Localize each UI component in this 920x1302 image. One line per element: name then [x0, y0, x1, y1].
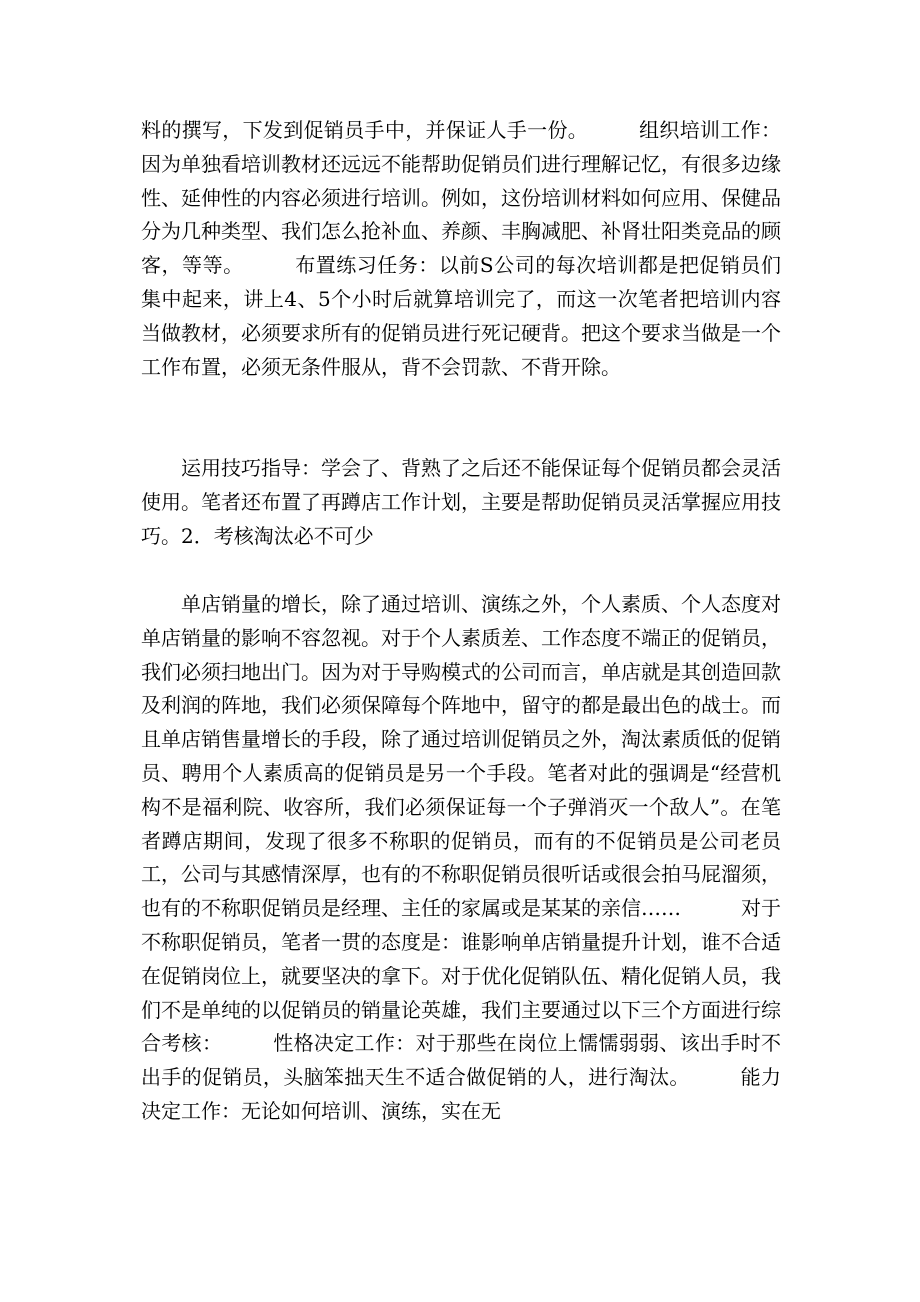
paragraph-assessment-elimination: 单店销量的增长，除了通过培训、演练之外，个人素质、个人态度对单店销量的影响不容忽视。对于个人素质差、工作态度不端正的促销员，我们必须扫地出门。因为对于导购模式的公司而言，单店就是其创造回款及利润的阵地，我们必须保障每个阵地中，留守的都是最出色的战士。而且单店销售量增长的手段，除了通过培训促销员之外，淘汰素质低的促销员、聘用个人素质高的促销员是另一个手段。笔者对此的强调是“经营机构不是福利院、收容所，我们必须保证每一个子弹消灭一个敌人”。在笔者蹲店期间，发现了很多不称职的促销员，而有的不促销员是公司老员工，公司与其感情深厚，也有的不称职促销员很听话或很会拍马屁溜须，也有的不称职促销员是经理、主任的家属或是某某的亲信…… 对于不称职促销员，笔者一贯的态度是：谁影响单店销量提升计划，谁不合适在促销岗位上，就要坚决的拿下。对于优化促销队伍、精化促销人员，我们不是单纯的以促销员的销量论英雄，我们主要通过以下三个方面进行综合考核： 性格决定工作：对于那些在岗位上懦懦弱弱、该出手时不出手的促销员，头脑笨拙天生不适合做促销的人，进行淘汰。 能力决定工作：无论如何培训、演练，实在无 — [141, 592, 781, 1123]
paragraph-skill-guidance: 运用技巧指导：学会了、背熟了之后还不能保证每个促销员都会灵活使用。笔者还布置了再蹲店工作计划，主要是帮助促销员灵活掌握应用技巧。2．考核淘汰必不可少 — [141, 456, 781, 548]
paragraph-training-materials: 料的撰写，下发到促销员手中，并保证人手一份。 组织培训工作：因为单独看培训教材还远远不能帮助促销员们进行理解记忆，有很多边缘性、延伸性的内容必须进行培训。例如，这份培训材料如何应用、保健品分为几种类型、我们怎么抢补血、养颜、丰胸减肥、补肾壮阳类竞品的顾客，等等。 布置练习任务：以前S公司的每次培训都是把促销员们集中起来，讲上4、5个小时后就算培训完了，而这一次笔者把培训内容当做教材，必须要求所有的促销员进行死记硬背。把这个要求当做是一个工作布置，必须无条件服从，背不会罚款、不背开除。 — [141, 118, 781, 379]
